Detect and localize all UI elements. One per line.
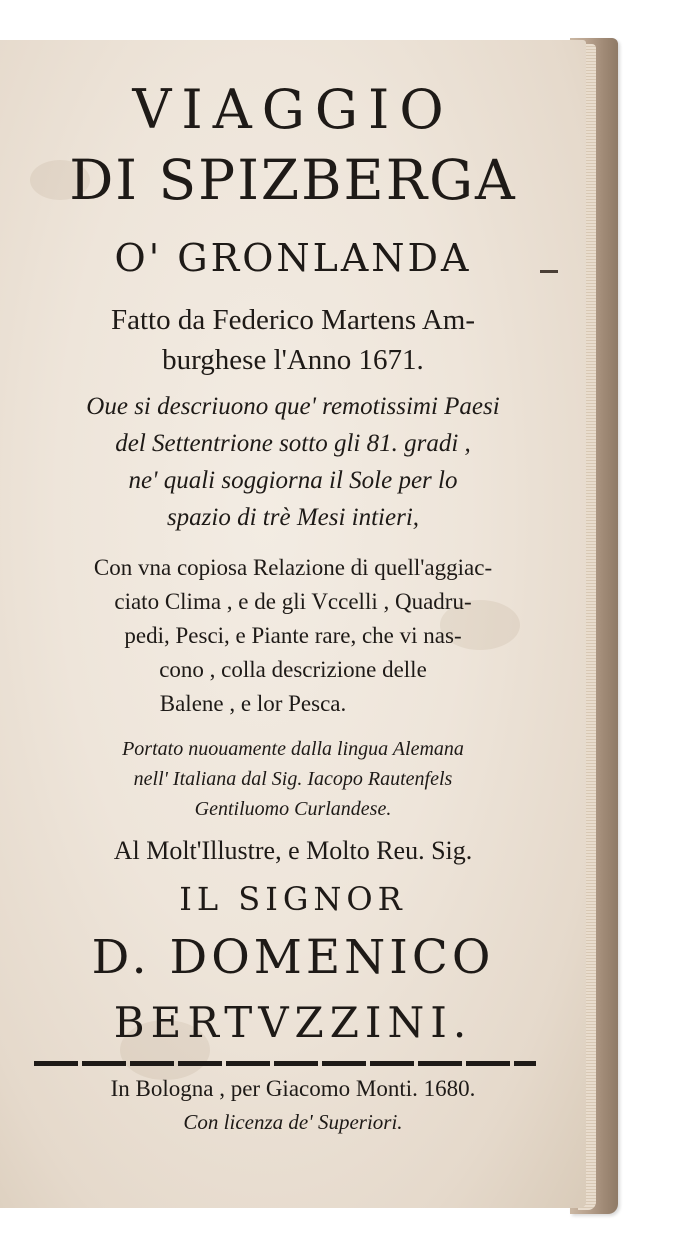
relation-line: cono , colla descrizione delle xyxy=(159,657,427,682)
translator-line: Gentiluomo Curlandese. xyxy=(194,798,392,820)
book xyxy=(0,38,620,1214)
dedicatee-surname: BERTVZZINI. xyxy=(113,998,473,1047)
imprint-line: In Bologna , per Giacomo Monti. 1680. xyxy=(110,1076,476,1101)
relation-line: pedi, Pesci, e Piante rare, che vi nas- xyxy=(124,623,462,648)
description-line: spazio di trè Mesi intieri, xyxy=(166,504,420,531)
ornamental-rule xyxy=(34,1061,536,1066)
subtitle-line: burghese l'Anno 1671. xyxy=(162,344,424,376)
subtitle-line: Fatto da Federico Martens Am- xyxy=(110,304,476,336)
description-line: ne' quali soggiorna il Sole per lo xyxy=(128,467,458,494)
title-spizberga: DI SPIZBERGA xyxy=(69,148,517,212)
dedicatee-name: D. DOMENICO xyxy=(91,930,495,985)
translator-line: Portato nuouamente dalla lingua Alemana xyxy=(122,738,464,760)
dedicatee-title: IL SIGNOR xyxy=(179,880,407,918)
title-gronlanda: O' GRONLANDA xyxy=(114,236,472,280)
translator-line: nell' Italiana dal Sig. Iacopo Rautenfels xyxy=(133,768,453,790)
relation-line: Con vna copiosa Relazione di quell'aggiac- xyxy=(93,555,493,580)
relation-line: ciato Clima , e de gli Vccelli , Quadru- xyxy=(114,589,472,614)
relation-line: Balene , e lor Pesca. xyxy=(159,691,347,716)
description-line: Oue si descriuono que' remotissimi Paesi xyxy=(86,393,500,420)
title-viaggio: VIAGGIO xyxy=(132,78,454,141)
license-line: Con licenza de' Superiori. xyxy=(183,1110,403,1134)
title-page xyxy=(0,40,586,1208)
dedication-line: Al Molt'Illustre, e Molto Reu. Sig. xyxy=(113,836,473,865)
description-line: del Settentrione sotto gli 81. gradi , xyxy=(115,430,471,457)
